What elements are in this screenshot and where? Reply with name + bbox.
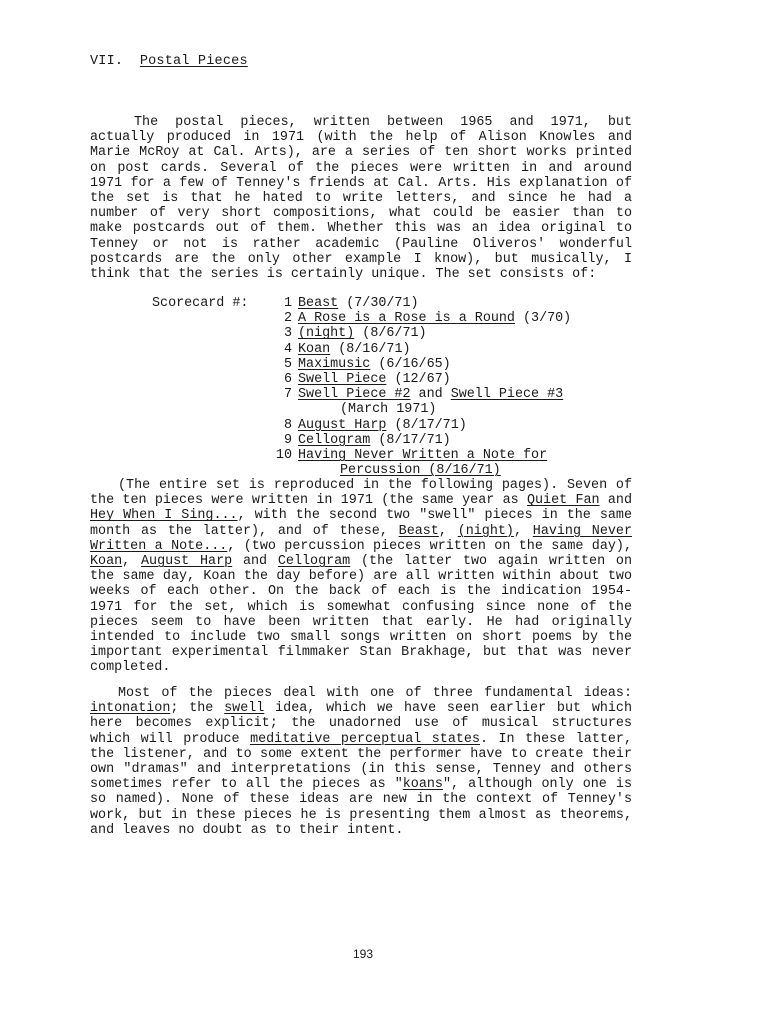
scorecard-item: 5 Maximusic (6/16/65)	[283, 356, 451, 372]
scorecard-item: 3 (night) (8/6/71)	[283, 326, 427, 342]
paragraph-set-history: (The entire set is reproduced in the following pages). Seven of the ten pieces were written in 1971 (the same year as Quiet Fan and Hey When I Sing..., with the second two "swell" pieces in the same month as the latter), and of these, Beast, (night), Having Never Written a Note..., (two percussion pieces written on the same day), Koan, August Harp and Cellogram (the latter two again written on the same day, Koan the day before) are all written within about two weeks of each other. On the back of each is the indication 1954-1971 for the set, which is somewhat confusing since none of the pieces seem to have been written that early. He had originally intended to include two small songs written on short poems by the important experimental filmmaker Stan Brakhage, but that was never completed.	[90, 478, 632, 676]
scorecard-label: Scorecard #:	[152, 296, 249, 311]
scorecard-list	[258, 296, 571, 478]
scorecard-item: 7 Swell Piece #2 and Swell Piece #3 (March 1971)	[283, 387, 564, 418]
scorecard-item: 10 Having Never Written a Note for Percussion (8/16/71)	[275, 448, 548, 479]
section-title: Postal Pieces	[139, 54, 248, 69]
paragraph-intro: The postal pieces, written between 1965 and 1971, but actually produced in 1971 (with the help of Alison Knowles and Marie McRoy at Cal. Arts), are a series of ten short works printed on post cards. Several of the pieces were written in and around 1971 for a few of Tenney's friends at Cal. Arts. His explanation of the set is that he hated to write letters, and since he had a number of very short compositions, what could be easier than to make postcards out of them. Whether this was an idea original to Tenney or not is rather academic (Pauline Oliveros' wonderful postcards are the only other example I know), but musically, I think that the series is certainly unique. The set consists of:	[90, 115, 632, 283]
section-heading	[90, 54, 248, 69]
paragraph-fundamental-ideas: Most of the pieces deal with one of three fundamental ideas: intonation; the swell idea, which we have seen earlier but which here becomes explicit; the unadorned use of musical structures which will produce meditative perceptual states. In these latter, the listener, and to some extent the performer have to create their own "dramas" and interpretations (in this sense, Tenney and others sometimes refer to all the pieces as "koans", although only one is so named). None of these ideas are new in the context of Tenney's work, but in these pieces he is presenting them almost as theorems, and leaves no doubt as to their intent.	[90, 686, 633, 838]
page-number: 193	[353, 947, 374, 961]
scorecard-item: 8 August Harp (8/17/71)	[283, 417, 467, 433]
section-number: VII.	[90, 54, 124, 69]
scorecard-item: 2 A Rose is a Rose is a Round (3/70)	[283, 311, 572, 327]
scorecard-item: 4 Koan (8/16/71)	[283, 341, 411, 357]
scorecard-item: 1 Beast (7/30/71)	[283, 296, 419, 311]
scorecard-item: 6 Swell Piece (12/67)	[283, 372, 451, 388]
scorecard-item: 9 Cellogram (8/17/71)	[283, 432, 451, 448]
